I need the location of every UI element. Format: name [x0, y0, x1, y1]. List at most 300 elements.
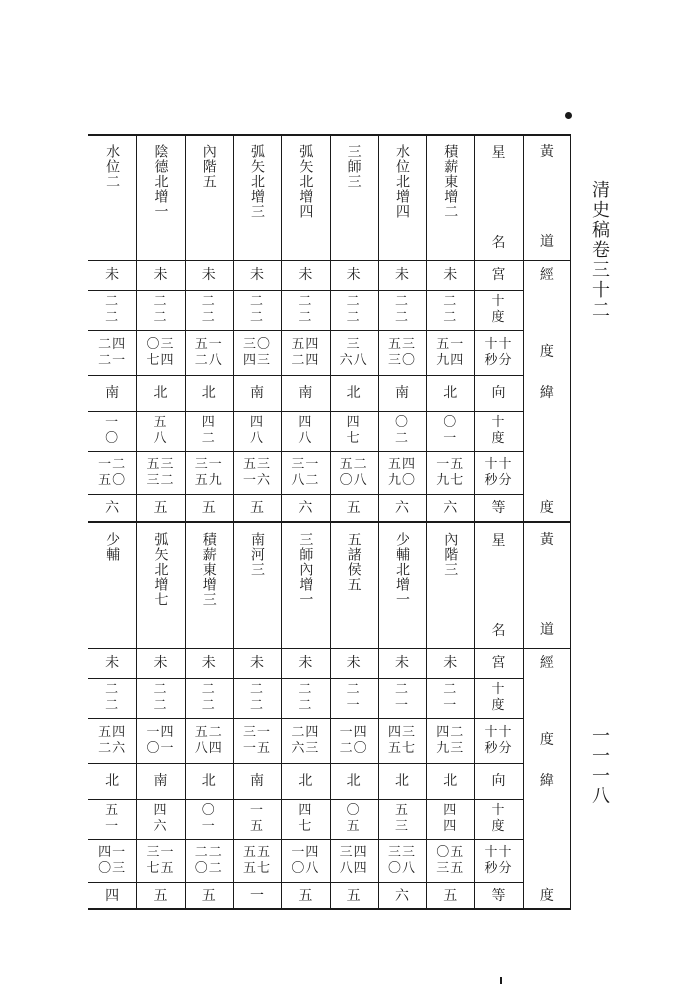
longitude-minsec-line2: 三〇 [387, 352, 416, 368]
longitude-degrees-cell [426, 290, 474, 330]
magnitude-cell [426, 494, 474, 522]
header-direction-label: 向 [491, 385, 506, 401]
longitude-degrees-stack [443, 683, 457, 713]
longitude-degrees-line1: 二 [201, 294, 216, 309]
latitude-minsec-stack [436, 846, 464, 876]
longitude-degrees-cell [233, 290, 281, 330]
latitude-direction-value: 北 [443, 773, 458, 789]
latitude-degrees-stack [395, 416, 409, 446]
longitude-minsec-stack [388, 338, 416, 368]
latitude-degrees-cell [281, 411, 329, 451]
zodiac-palace-cell [88, 260, 136, 290]
latitude-direction-value: 北 [153, 385, 168, 401]
latitude-degrees-line2: 六 [153, 819, 168, 834]
longitude-minsec-cell [330, 330, 378, 375]
longitude-minsec-line1: 五四 [98, 724, 127, 740]
zodiac-palace-value: 未 [298, 267, 313, 283]
axis-word-dao-text: 道 [539, 234, 554, 250]
latitude-direction-value: 南 [298, 385, 313, 401]
star-name [88, 134, 136, 270]
latitude-degrees-line2: 一 [201, 819, 216, 834]
latitude-degrees-line2: 四 [443, 819, 458, 834]
longitude-minsec-cell [281, 330, 329, 375]
longitude-degrees-line2: 二 [394, 310, 409, 325]
latitude-degrees-stack [202, 416, 216, 446]
header-minsec-line2: 秒分 [484, 740, 513, 756]
longitude-degrees-cell [330, 290, 378, 330]
axis-word-huang-text: 黃 [539, 532, 554, 548]
star-name [185, 134, 233, 270]
longitude-minsec-line1: 五二 [194, 724, 223, 740]
zodiac-palace-value: 未 [105, 655, 120, 671]
axis-word-du1-text: 度 [539, 732, 554, 748]
longitude-degrees-line2: 二 [105, 698, 120, 713]
star-name [136, 522, 184, 658]
longitude-minsec-stack [436, 338, 464, 368]
star-name-text: 內階五 [200, 144, 217, 189]
header-minsec2-line2: 秒分 [484, 860, 513, 876]
longitude-minsec-line2: 四三 [243, 352, 272, 368]
header-star-label-top: 星 [491, 533, 506, 549]
latitude-minsec-cell [88, 839, 136, 882]
longitude-minsec-stack [195, 726, 223, 756]
latitude-degrees-line1: 四 [201, 415, 216, 430]
longitude-degrees-cell [281, 678, 329, 718]
latitude-direction-cell [88, 375, 136, 411]
header-magnitude-label: 等 [491, 888, 506, 904]
header-degrees [474, 678, 522, 718]
latitude-direction-cell [330, 375, 378, 411]
latitude-degrees-line2: 五 [250, 819, 265, 834]
star-name-text: 弧矢北增三 [249, 144, 266, 219]
longitude-degrees-stack [202, 683, 216, 713]
header-minsec2-line1: 十十 [484, 844, 513, 860]
magnitude-cell [281, 882, 329, 910]
star-name [281, 522, 329, 658]
zodiac-palace-value: 未 [346, 655, 361, 671]
longitude-degrees-line1: 二 [105, 294, 120, 309]
longitude-minsec-stack [291, 338, 319, 368]
latitude-degrees-stack [443, 804, 457, 834]
zodiac-palace-value: 未 [298, 655, 313, 671]
axis-word-huang [523, 528, 571, 552]
magnitude-value: 四 [105, 888, 120, 904]
latitude-degrees-line2: 七 [298, 819, 313, 834]
longitude-minsec-line1: 二四 [291, 724, 320, 740]
latitude-minsec-cell [185, 451, 233, 494]
magnitude-value: 六 [298, 500, 313, 516]
star-name-text: 三師三 [345, 144, 362, 189]
longitude-minsec-line2: 六三 [291, 740, 320, 756]
longitude-minsec-cell [185, 330, 233, 375]
latitude-minsec-cell [330, 451, 378, 494]
star-name [233, 522, 281, 658]
latitude-minsec-cell [136, 839, 184, 882]
longitude-minsec-cell [88, 330, 136, 375]
latitude-degrees-cell [185, 411, 233, 451]
star-name-text: 三師內增一 [297, 532, 314, 607]
header-magnitude-label: 等 [491, 500, 506, 516]
axis-word-du2 [523, 884, 571, 908]
latitude-minsec-cell [281, 839, 329, 882]
longitude-degrees-cell [185, 678, 233, 718]
longitude-degrees-line2: 二 [153, 698, 168, 713]
magnitude-cell [378, 882, 426, 910]
axis-word-jing [523, 263, 571, 287]
latitude-minsec-line1: 四一 [98, 844, 127, 860]
axis-word-du2-text: 度 [539, 500, 554, 516]
latitude-minsec-line1: 五五 [243, 844, 272, 860]
latitude-direction-cell [378, 763, 426, 799]
header-degrees2-line1: 十 [491, 803, 506, 818]
axis-word-wei [523, 381, 571, 405]
magnitude-value: 五 [201, 888, 216, 904]
header-degrees2-line1: 十 [491, 415, 506, 430]
longitude-minsec-stack [340, 726, 368, 756]
latitude-minsec-line1: 五二 [339, 456, 368, 472]
longitude-minsec-line1: 四二 [436, 724, 465, 740]
header-star-name [474, 134, 522, 260]
longitude-degrees-line2: 一 [443, 698, 458, 713]
magnitude-value: 五 [153, 888, 168, 904]
latitude-minsec-line1: 二二 [194, 844, 223, 860]
zodiac-palace-value: 未 [153, 267, 168, 283]
latitude-degrees-cell [233, 799, 281, 839]
longitude-degrees-line1: 二 [298, 294, 313, 309]
magnitude-value: 六 [394, 888, 409, 904]
axis-word-du2 [523, 496, 571, 520]
latitude-direction-cell [185, 375, 233, 411]
header-minsec2-line2: 秒分 [484, 472, 513, 488]
header-star-name [474, 522, 522, 648]
longitude-minsec-stack [340, 338, 368, 368]
header-degrees2-stack [492, 416, 506, 446]
latitude-minsec-stack [340, 458, 368, 488]
axis-word-wei [523, 769, 571, 793]
longitude-degrees-line1: 二 [394, 682, 409, 697]
longitude-degrees-stack [395, 295, 409, 325]
longitude-degrees-line2: 一 [346, 698, 361, 713]
zodiac-palace-value: 未 [201, 267, 216, 283]
star-name-text: 積薪東增三 [200, 532, 217, 607]
magnitude-value: 五 [250, 500, 265, 516]
header-minsec-stack [485, 338, 513, 368]
zodiac-palace-value: 未 [250, 267, 265, 283]
header-degrees-line1: 十 [491, 682, 506, 697]
header-degrees-line2: 度 [491, 698, 506, 713]
latitude-degrees-stack [347, 416, 361, 446]
zodiac-palace-cell [185, 260, 233, 290]
latitude-minsec-cell [185, 839, 233, 882]
longitude-degrees-stack [347, 683, 361, 713]
zodiac-palace-value: 未 [201, 655, 216, 671]
magnitude-cell [233, 494, 281, 522]
zodiac-palace-cell [136, 648, 184, 678]
longitude-degrees-line1: 二 [394, 294, 409, 309]
latitude-minsec-cell [426, 451, 474, 494]
longitude-minsec-line2: 五七 [387, 740, 416, 756]
header-degrees2 [474, 799, 522, 839]
latitude-degrees-line1: 五 [105, 803, 120, 818]
magnitude-value: 六 [394, 500, 409, 516]
latitude-degrees-line1: 四 [298, 415, 313, 430]
header-magnitude [474, 882, 522, 910]
latitude-minsec-cell [233, 839, 281, 882]
latitude-degrees-stack [347, 804, 361, 834]
header-degrees-line1: 十 [491, 294, 506, 309]
longitude-degrees-stack [153, 295, 167, 325]
magnitude-value: 五 [298, 888, 313, 904]
latitude-degrees-cell [378, 799, 426, 839]
header-minsec-line1: 十十 [484, 724, 513, 740]
latitude-degrees-line2: 三 [394, 819, 409, 834]
header-minsec-stack [485, 726, 513, 756]
latitude-minsec-line2: 三五 [436, 860, 465, 876]
page-number: 一一一八 [589, 726, 610, 806]
latitude-direction-cell [233, 375, 281, 411]
latitude-minsec-line2: 三二 [146, 472, 175, 488]
latitude-minsec-line2: 五〇 [98, 472, 127, 488]
latitude-minsec-line2: 一六 [243, 472, 272, 488]
latitude-degrees-line2: 一 [443, 431, 458, 446]
longitude-minsec-cell [378, 718, 426, 763]
latitude-direction-cell [136, 375, 184, 411]
latitude-direction-value: 南 [250, 773, 265, 789]
longitude-minsec-line2: 九三 [436, 740, 465, 756]
latitude-direction-value: 北 [346, 385, 361, 401]
latitude-minsec-line2: 八二 [291, 472, 320, 488]
zodiac-palace-cell [185, 648, 233, 678]
longitude-degrees-stack [347, 295, 361, 325]
latitude-degrees-line2: 七 [346, 431, 361, 446]
latitude-minsec-line2: 八四 [339, 860, 368, 876]
latitude-degrees-stack [202, 804, 216, 834]
longitude-minsec-line2: 九四 [436, 352, 465, 368]
latitude-degrees-stack [298, 804, 312, 834]
latitude-degrees-line1: 四 [443, 803, 458, 818]
latitude-direction-value: 北 [298, 773, 313, 789]
latitude-minsec-line1: 一四 [291, 844, 320, 860]
zodiac-palace-cell [281, 648, 329, 678]
latitude-minsec-stack [388, 458, 416, 488]
latitude-minsec-line2: 〇三 [98, 860, 127, 876]
longitude-degrees-stack [298, 295, 312, 325]
header-magnitude [474, 494, 522, 522]
latitude-minsec-stack [98, 458, 126, 488]
longitude-minsec-stack [146, 726, 174, 756]
axis-word-jing [523, 651, 571, 675]
longitude-minsec-line1: 四三 [387, 724, 416, 740]
longitude-minsec-cell [378, 330, 426, 375]
latitude-degrees-cell [378, 411, 426, 451]
longitude-degrees-line2: 二 [298, 310, 313, 325]
latitude-minsec-cell [233, 451, 281, 494]
latitude-degrees-stack [298, 416, 312, 446]
longitude-minsec-cell [136, 718, 184, 763]
latitude-degrees-cell [426, 799, 474, 839]
longitude-degrees-line1: 二 [250, 682, 265, 697]
longitude-minsec-line1: 二四 [98, 336, 127, 352]
latitude-minsec-line1: 一五 [436, 456, 465, 472]
zodiac-palace-cell [426, 648, 474, 678]
longitude-minsec-line2: 二一 [98, 352, 127, 368]
star-name [330, 134, 378, 270]
header-minsec [474, 330, 522, 375]
latitude-degrees-line1: 〇 [394, 415, 409, 430]
latitude-minsec-cell [136, 451, 184, 494]
latitude-direction-cell [281, 375, 329, 411]
latitude-minsec-line1: 三一 [291, 456, 320, 472]
longitude-minsec-line2: 一五 [243, 740, 272, 756]
header-minsec2-stack [485, 458, 513, 488]
header-minsec-line2: 秒分 [484, 352, 513, 368]
latitude-minsec-line2: 九〇 [387, 472, 416, 488]
longitude-minsec-cell [233, 718, 281, 763]
longitude-minsec-line1: 五四 [291, 336, 320, 352]
magnitude-cell [426, 882, 474, 910]
longitude-degrees-cell [426, 678, 474, 718]
latitude-degrees-stack [250, 804, 264, 834]
star-name [378, 134, 426, 270]
latitude-minsec-stack [98, 846, 126, 876]
longitude-degrees-stack [250, 295, 264, 325]
longitude-degrees-line1: 二 [105, 682, 120, 697]
star-name-text: 陰德北增一 [152, 144, 169, 219]
latitude-minsec-stack [195, 458, 223, 488]
longitude-minsec-line1: 三 [346, 336, 361, 352]
longitude-minsec-line1: 三一 [243, 724, 272, 740]
header-star-label-bottom: 名 [491, 235, 506, 251]
zodiac-palace-cell [378, 260, 426, 290]
latitude-degrees-stack [153, 804, 167, 834]
longitude-degrees-line2: 二 [443, 310, 458, 325]
header-degrees-line2: 度 [491, 310, 506, 325]
longitude-minsec-line2: 二六 [98, 740, 127, 756]
zodiac-palace-cell [281, 260, 329, 290]
magnitude-cell [185, 494, 233, 522]
axis-word-huang [523, 140, 571, 164]
longitude-minsec-cell [426, 330, 474, 375]
latitude-minsec-line2: 〇二 [194, 860, 223, 876]
latitude-degrees-stack [153, 416, 167, 446]
longitude-degrees-stack [298, 683, 312, 713]
axis-word-du1 [523, 728, 571, 752]
longitude-degrees-line1: 二 [250, 294, 265, 309]
latitude-degrees-line1: 四 [346, 415, 361, 430]
latitude-degrees-line2: 二 [394, 431, 409, 446]
latitude-degrees-line1: 一 [250, 803, 265, 818]
latitude-minsec-cell [426, 839, 474, 882]
star-name [88, 522, 136, 658]
latitude-degrees-cell [281, 799, 329, 839]
header-minsec2 [474, 839, 522, 882]
axis-word-jing-text: 經 [539, 267, 554, 283]
latitude-degrees-cell [233, 411, 281, 451]
longitude-degrees-cell [330, 678, 378, 718]
longitude-degrees-line1: 二 [298, 682, 313, 697]
longitude-degrees-stack [395, 683, 409, 713]
longitude-minsec-cell [426, 718, 474, 763]
star-name-text: 弧矢北增四 [297, 144, 314, 219]
header-minsec2 [474, 451, 522, 494]
latitude-minsec-line1: 〇五 [436, 844, 465, 860]
latitude-degrees-cell [136, 411, 184, 451]
axis-word-wei-text: 緯 [539, 773, 554, 789]
magnitude-value: 五 [346, 888, 361, 904]
latitude-degrees-cell [88, 799, 136, 839]
latitude-degrees-cell [136, 799, 184, 839]
longitude-minsec-stack [243, 726, 271, 756]
longitude-degrees-cell [378, 678, 426, 718]
axis-word-wei-text: 緯 [539, 385, 554, 401]
header-degrees2-line2: 度 [491, 431, 506, 446]
longitude-degrees-cell [136, 290, 184, 330]
zodiac-palace-cell [330, 260, 378, 290]
star-name [185, 522, 233, 658]
header-palace-label: 宮 [491, 267, 506, 283]
latitude-minsec-line2: 七五 [146, 860, 175, 876]
star-name-text: 少輔 [104, 532, 121, 562]
latitude-direction-cell [426, 763, 474, 799]
star-name [426, 134, 474, 270]
magnitude-cell [88, 882, 136, 910]
header-degrees2 [474, 411, 522, 451]
latitude-minsec-stack [243, 846, 271, 876]
header-degrees-stack [492, 683, 506, 713]
zodiac-palace-value: 未 [443, 267, 458, 283]
header-minsec2-line1: 十十 [484, 456, 513, 472]
longitude-minsec-cell [330, 718, 378, 763]
longitude-degrees-stack [153, 683, 167, 713]
latitude-degrees-line2: 八 [250, 431, 265, 446]
latitude-minsec-stack [291, 458, 319, 488]
longitude-minsec-cell [185, 718, 233, 763]
latitude-degrees-line2: 一 [105, 819, 120, 834]
longitude-minsec-line1: 〇三 [146, 336, 175, 352]
latitude-degrees-line2: 二 [201, 431, 216, 446]
latitude-minsec-line2: 〇八 [291, 860, 320, 876]
latitude-minsec-line2: 〇八 [339, 472, 368, 488]
longitude-minsec-line2: 二八 [194, 352, 223, 368]
star-name-text: 積薪東增二 [442, 144, 459, 219]
header-star-label-top: 星 [491, 145, 506, 161]
latitude-direction-value: 北 [443, 385, 458, 401]
star-name [281, 134, 329, 270]
star-name [426, 522, 474, 658]
header-palace-label: 宮 [491, 655, 506, 671]
longitude-degrees-line2: 二 [298, 698, 313, 713]
magnitude-value: 五 [443, 888, 458, 904]
zodiac-palace-cell [233, 260, 281, 290]
star-name [136, 134, 184, 270]
star-name-text: 弧矢北增七 [152, 532, 169, 607]
latitude-minsec-cell [330, 839, 378, 882]
header-palace [474, 648, 522, 678]
zodiac-palace-cell [330, 648, 378, 678]
magnitude-value: 六 [443, 500, 458, 516]
axis-word-huang-text: 黃 [539, 144, 554, 160]
ink-dot [565, 112, 572, 119]
longitude-minsec-line1: 一四 [146, 724, 175, 740]
latitude-degrees-line1: 五 [394, 803, 409, 818]
latitude-minsec-line1: 三一 [194, 456, 223, 472]
zodiac-palace-cell [426, 260, 474, 290]
latitude-degrees-stack [395, 804, 409, 834]
axis-word-du1-text: 度 [539, 344, 554, 360]
longitude-minsec-stack [243, 338, 271, 368]
latitude-direction-value: 南 [394, 385, 409, 401]
latitude-degrees-cell [426, 411, 474, 451]
